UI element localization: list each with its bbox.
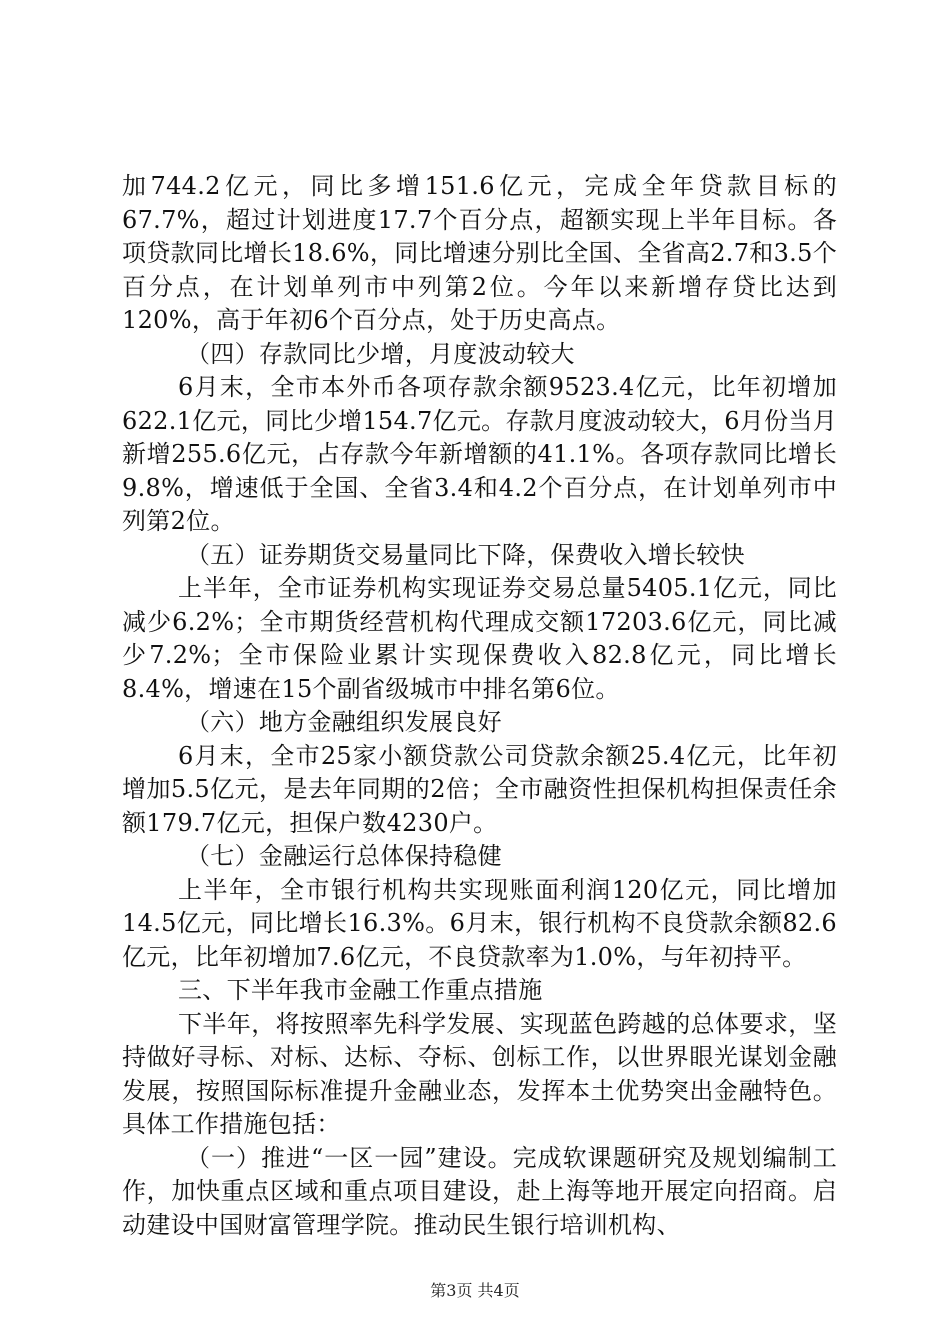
page-footer: 第3页 共4页 <box>430 1281 520 1300</box>
section-heading-measures: 三、下半年我市金融工作重点措施 <box>178 976 543 1004</box>
paragraph-local-finance: 6月末，全市25家小额贷款公司贷款余额25.4亿元，比年初增加5.5亿元，是去年同期的2倍；全市融资性担保机构担保责任余额179.7亿元，担保户数4230户。 <box>122 741 837 837</box>
section-heading-deposits: （四）存款同比少增，月度波动较大 <box>186 339 575 368</box>
section-heading-local-finance: （六）地方金融组织发展良好 <box>186 708 502 736</box>
paragraph-stability: 上半年，全市银行机构共实现账面利润120亿元，同比增加14.5亿元，同比增长16.3%。6月末，银行机构不良贷款余额82.6亿元，比年初增加7.6亿元，不良贷款率为1.0%，与年初持平。 <box>122 875 837 971</box>
document-body <box>122 170 837 1242</box>
paragraph-measures-intro: 下半年，将按照率先科学发展、实现蓝色跨越的总体要求，坚持做好寻标、对标、达标、夺标、创标工作，以世界眼光谋划金融发展，按照国际标准提升金融业态，发挥本土优势突出金融特色。具体工作措施包括： <box>122 1009 837 1138</box>
paragraph-securities: 上半年，全市证券机构实现证券交易总量5405.1亿元，同比减少6.2%；全市期货经营机构代理成交额17203.6亿元，同比减少7.2%；全市保险业累计实现保费收入82.8亿元，同比增长8.4%，增速在15个副省级城市中排名第6位。 <box>122 574 837 703</box>
paragraph-deposits: 6月末，全市本外币各项存款余额9523.4亿元，比年初增加622.1亿元，同比少增154.7亿元。存款月度波动较大，6月份当月新增255.6亿元，占存款今年新增额的41.1%。各项存款同比增长9.8%，增速低于全国、全省3.4和4.2个百分点，在计划单列市中列第2位。 <box>122 373 837 535</box>
section-heading-stability: （七）金融运行总体保持稳健 <box>186 842 502 870</box>
paragraph-measure-one: （一）推进“一区一园”建设。完成软课题研究及规划编制工作，加快重点区域和重点项目建设，赴上海等地开展定向招商。启动建设中国财富管理学院。推动民生银行培训机构、 <box>122 1143 837 1239</box>
paragraph-loan-growth: 加744.2亿元，同比多增151.6亿元，完成全年贷款目标的67.7%，超过计划进度17.7个百分点，超额实现上半年目标。各项贷款同比增长18.6%，同比增速分别比全国、全省高2.7和3.5个百分点，在计划单列市中列第2位。今年以来新增存贷比达到120%，高于年初6个百分点，处于历史高点。 <box>122 172 837 334</box>
section-heading-securities: （五）证券期货交易量同比下降，保费收入增长较快 <box>186 540 745 569</box>
